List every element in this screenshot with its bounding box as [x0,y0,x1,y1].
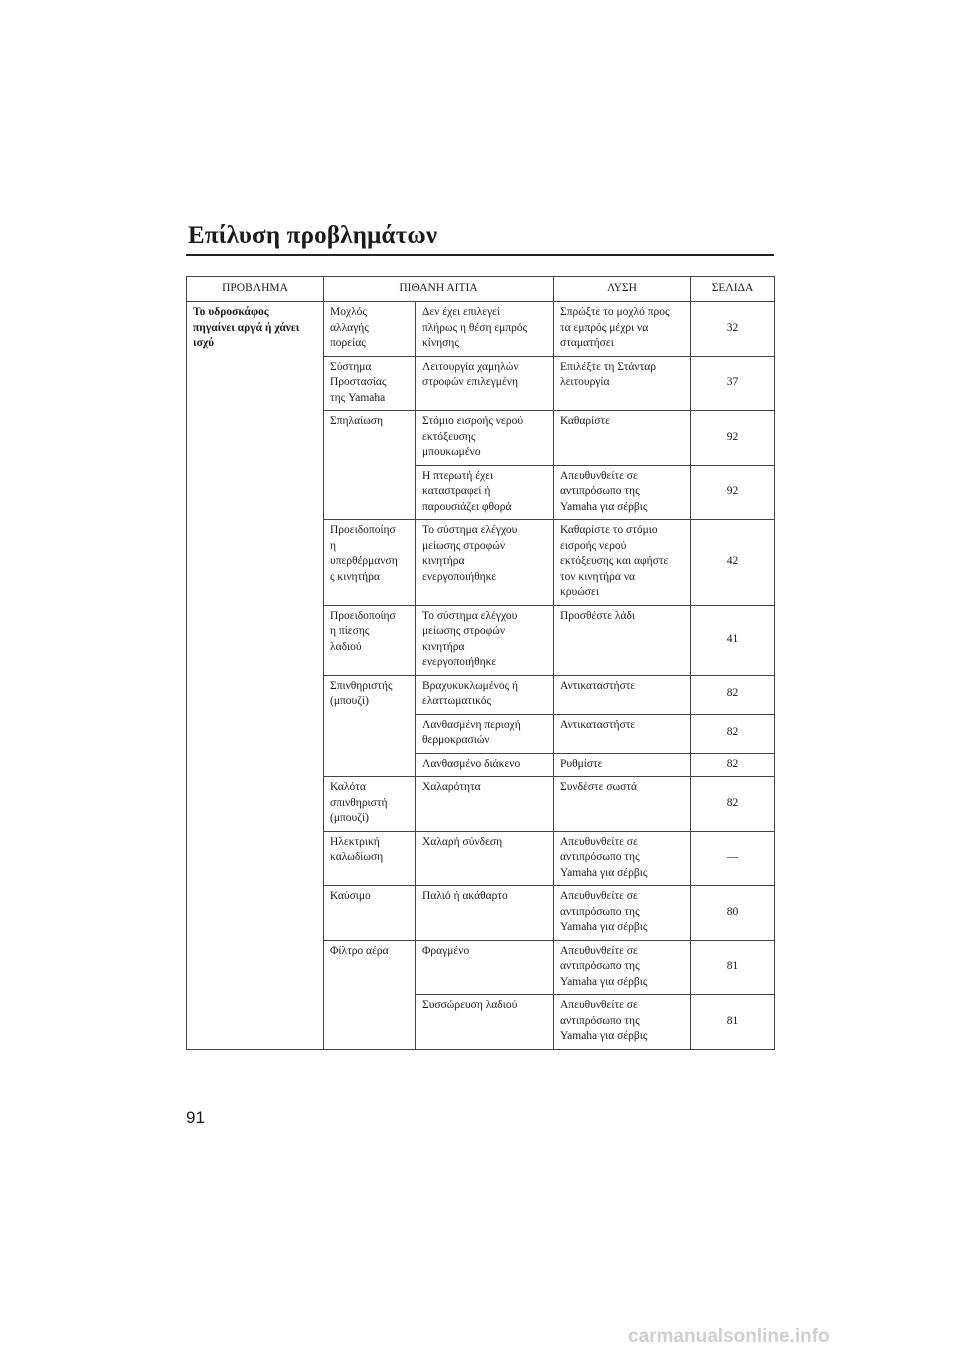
solution-cell: Ρυθμίστε [554,753,691,777]
page-number: 91 [186,1108,205,1127]
troubleshooting-table [186,276,775,1050]
cause-detail-cell: Βραχυκυκλωμένος ή ελαττωματικός [416,675,554,714]
title-divider [186,254,774,256]
cause-detail-cell: Δεν έχει επιλεγεί πλήρως η θέση εμπρός κίνησης [416,302,554,357]
problem-cell: Το υδροσκάφος πηγαίνει αργά ή χάνει ισχύ [187,302,324,1050]
cause-cell: Φίλτρο αέρα [324,940,416,1049]
solution-cell: Συνδέστε σωστά [554,777,691,832]
cause-cell: Σύστημα Προστασίας της Yamaha [324,356,416,411]
page-reference-cell: 92 [691,411,775,466]
solution-cell: Απευθυνθείτε σε αντιπρόσωπο της Yamaha για σέρβις [554,995,691,1050]
table-row [187,302,775,357]
table-body [187,302,775,1050]
solution-cell: Σπρώξτε το μοχλό προς τα εμπρός μέχρι να σταματήσει [554,302,691,357]
page-reference-cell: 81 [691,995,775,1050]
page-reference-cell: 32 [691,302,775,357]
page-reference-cell: — [691,831,775,886]
footer-watermark: carmanualsonline.info [628,1326,830,1347]
solution-cell: Επιλέξτε τη Στάνταρ λειτουργία [554,356,691,411]
solution-cell: Απευθυνθείτε σε αντιπρόσωπο της Yamaha για σέρβις [554,940,691,995]
cause-cell: Καλότα σπινθηριστή (μπουζί) [324,777,416,832]
solution-cell: Προσθέστε λάδι [554,605,691,675]
cause-detail-cell: Λανθασμένο διάκενο [416,753,554,777]
cause-cell: Προειδοποίησ η πίεσης λαδιού [324,605,416,675]
header-page: ΣΕΛΙΔΑ [691,277,775,302]
cause-cell: Σπηλαίωση [324,411,416,520]
solution-cell: Αντικαταστήστε [554,714,691,753]
cause-detail-cell: Το σύστημα ελέγχου μείωσης στροφών κινητήρα ενεργοποιήθηκε [416,520,554,606]
solution-cell: Καθαρίστε το στόμιο εισροής νερού εκτόξευσης και αφήστε τον κινητήρα να κρυώσει [554,520,691,606]
cause-cell: Σπινθηριστής (μπουζί) [324,675,416,777]
page-reference-cell: 92 [691,465,775,520]
page-reference-cell: 37 [691,356,775,411]
table-header-row [187,277,775,302]
cause-detail-cell: Το σύστημα ελέγχου μείωσης στροφών κινητήρα ενεργοποιήθηκε [416,605,554,675]
solution-cell: Απευθυνθείτε σε αντιπρόσωπο της Yamaha για σέρβις [554,465,691,520]
table-header [187,277,775,302]
cause-cell: Ηλεκτρική καλωδίωση [324,831,416,886]
page-reference-cell: 80 [691,886,775,941]
page-reference-cell: 82 [691,753,775,777]
solution-cell: Καθαρίστε [554,411,691,466]
cause-detail-cell: Φραγμένο [416,940,554,995]
cause-detail-cell: Λανθασμένη περιοχή θερμοκρασιών [416,714,554,753]
cause-cell: Μοχλός αλλαγής πορείας [324,302,416,357]
cause-cell: Καύσιμο [324,886,416,941]
page-title: Επίλυση προβλημάτων [188,222,438,249]
cause-detail-cell: Λειτουργία χαμηλών στροφών επιλεγμένη [416,356,554,411]
header-solution: ΛΥΣΗ [554,277,691,302]
solution-cell: Αντικαταστήστε [554,675,691,714]
cause-detail-cell: Χαλαρή σύνδεση [416,831,554,886]
cause-detail-cell: Παλιό ή ακάθαρτο [416,886,554,941]
solution-cell: Απευθυνθείτε σε αντιπρόσωπο της Yamaha για σέρβις [554,831,691,886]
cause-detail-cell: Η πτερωτή έχει καταστραφεί ή παρουσιάζει φθορά [416,465,554,520]
cause-detail-cell: Χαλαρότητα [416,777,554,832]
page-reference-cell: 82 [691,777,775,832]
header-possible-cause: ΠΙΘΑΝΗ ΑΙΤΙΑ [324,277,554,302]
header-problem: ΠΡΟΒΛΗΜΑ [187,277,324,302]
solution-cell: Απευθυνθείτε σε αντιπρόσωπο της Yamaha για σέρβις [554,886,691,941]
page-reference-cell: 81 [691,940,775,995]
cause-detail-cell: Στόμιο εισροής νερού εκτόξευσης μπουκωμένο [416,411,554,466]
cause-detail-cell: Συσσώρευση λαδιού [416,995,554,1050]
page-reference-cell: 42 [691,520,775,606]
page-reference-cell: 82 [691,714,775,753]
page-reference-cell: 82 [691,675,775,714]
page-reference-cell: 41 [691,605,775,675]
cause-cell: Προειδοποίησ η υπερθέρμανση ς κινητήρα [324,520,416,606]
